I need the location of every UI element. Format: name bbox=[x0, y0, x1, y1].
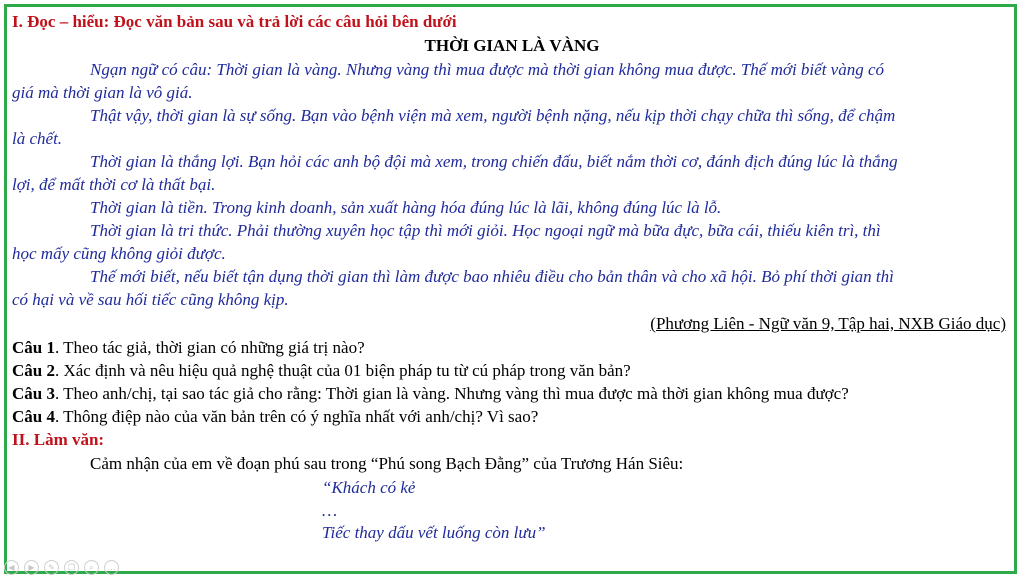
paragraph-1-line-2: giá mà thời gian là vô giá. bbox=[12, 83, 193, 102]
next-icon[interactable]: ▶ bbox=[24, 560, 39, 575]
slideshow-toolbar bbox=[4, 560, 119, 575]
question-1-text: . Theo tác giả, thời gian có những giá trị nào? bbox=[54, 338, 365, 357]
essay-prompt: Cảm nhận của em về đoạn phú sau trong “Phú song Bạch Đằng” của Trương Hán Siêu: bbox=[90, 454, 684, 473]
question-3-label: Câu 3 bbox=[12, 384, 55, 403]
paragraph-3-line-1: Thời gian là thắng lợi. Bạn hỏi các anh bộ đội mà xem, trong chiến đấu, biết nắm thời cơ, đánh địch đúng lúc là thắng bbox=[90, 152, 898, 171]
search-icon[interactable]: ⌕ bbox=[84, 560, 99, 575]
paragraph-5-line-2: học mấy cũng không giỏi được. bbox=[12, 244, 226, 263]
poem-line-1: “Khách có kẻ bbox=[322, 478, 416, 497]
paragraph-2-line-1: Thật vậy, thời gian là sự sống. Bạn vào bệnh viện mà xem, người bệnh nặng, nếu kịp thời chạy chữa thì sống, để chậm bbox=[90, 106, 896, 125]
question-3-text: . Theo anh/chị, tại sao tác giả cho rằng: Thời gian là vàng. Nhưng vàng thì mua được mà thời gian không mua được? bbox=[54, 384, 849, 403]
paragraph-6-line-2: có hại và về sau hối tiếc cũng không kịp. bbox=[12, 290, 289, 309]
poem-ellipsis: … bbox=[322, 501, 338, 520]
question-4 bbox=[12, 405, 538, 428]
paragraph-2-line-2: là chết. bbox=[12, 129, 63, 148]
question-2-text: . Xác định và nêu hiệu quả nghệ thuật của 01 biện pháp tu từ cú pháp trong văn bản? bbox=[54, 361, 631, 380]
paragraph-3-line-2: lợi, để mất thời cơ là thất bại. bbox=[12, 175, 216, 194]
section2-heading: II. Làm văn: bbox=[12, 430, 105, 449]
question-3 bbox=[12, 382, 849, 405]
question-2 bbox=[12, 359, 631, 382]
poem-line-2: Tiếc thay dấu vết luống còn lưu” bbox=[322, 523, 546, 542]
more-icon[interactable]: … bbox=[104, 560, 119, 575]
question-1 bbox=[12, 336, 365, 359]
section1-heading: I. Đọc – hiểu: Đọc văn bản sau và trả lời các câu hỏi bên dưới bbox=[12, 12, 457, 31]
paragraph-1-line-1: Ngạn ngữ có câu: Thời gian là vàng. Nhưng vàng thì mua được mà thời gian không mua được. Thế mới biết vàng có bbox=[90, 60, 885, 79]
prev-icon[interactable]: ◀ bbox=[4, 560, 19, 575]
paragraph-6-line-1: Thế mới biết, nếu biết tận dụng thời gian thì làm được bao nhiêu điều cho bản thân và cho xã hội. Bỏ phí thời gian thì bbox=[90, 267, 894, 286]
question-4-text: . Thông điệp nào của văn bản trên có ý nghĩa nhất với anh/chị? Vì sao? bbox=[54, 407, 539, 426]
pen-icon[interactable]: ✎ bbox=[44, 560, 59, 575]
copy-icon[interactable]: ❐ bbox=[64, 560, 79, 575]
passage-title: THỜI GIAN LÀ VÀNG bbox=[424, 36, 600, 55]
question-2-label: Câu 2 bbox=[12, 361, 55, 380]
question-1-label: Câu 1 bbox=[12, 338, 55, 357]
question-4-label: Câu 4 bbox=[12, 407, 55, 426]
passage-source: (Phương Liên - Ngữ văn 9, Tập hai, NXB Giáo dục) bbox=[650, 314, 1006, 333]
paragraph-4-line-1: Thời gian là tiền. Trong kinh doanh, sản xuất hàng hóa đúng lúc là lãi, không đúng lúc là lỗ. bbox=[90, 198, 722, 217]
paragraph-5-line-1: Thời gian là tri thức. Phải thường xuyên học tập thì mới giỏi. Học ngoại ngữ mà bữa đực, bữa cái, thiếu kiên trì, thì bbox=[90, 221, 881, 240]
